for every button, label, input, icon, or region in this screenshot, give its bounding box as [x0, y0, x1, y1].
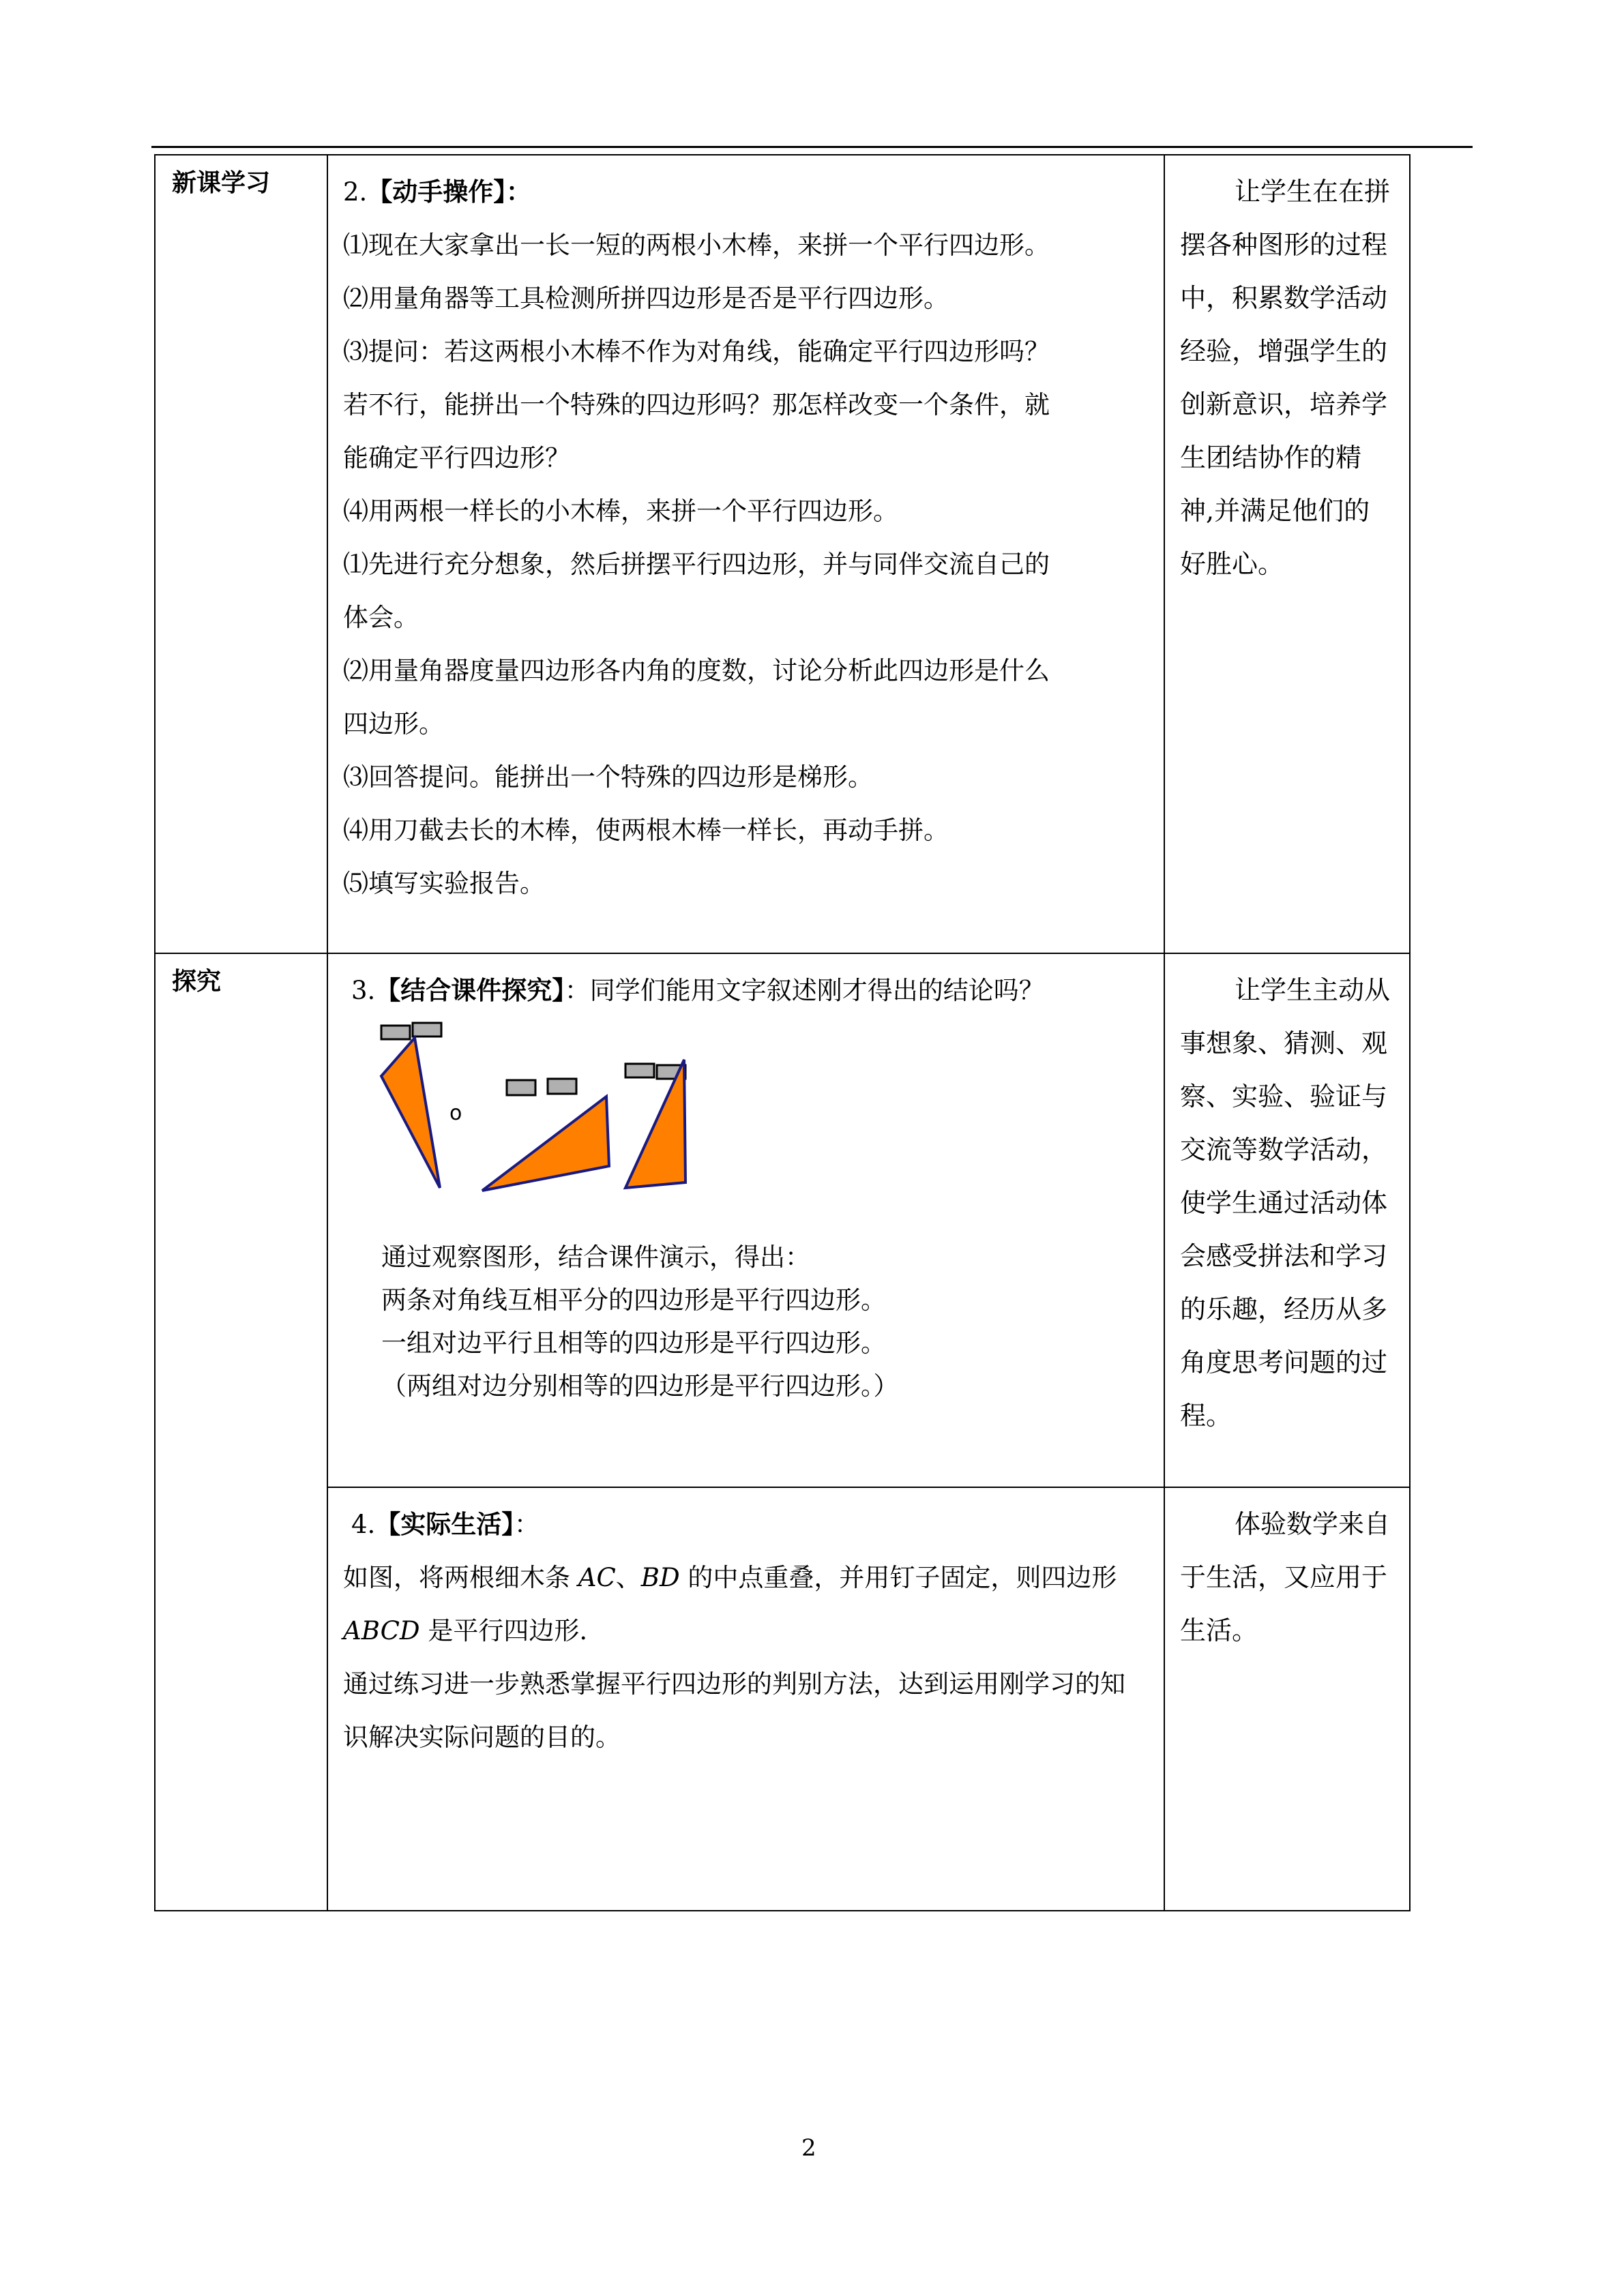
header-rule [151, 146, 1473, 148]
step-line: ⑵用量角器等工具检测所拼四边形是否是平行四边形。 [343, 284, 949, 313]
page-number: 2 [801, 2134, 816, 2162]
section-heading: 3.【结合课件探究】：同学们能用文字叙述刚才得出的结论吗？ [351, 975, 1044, 1005]
content-cell [327, 155, 1164, 953]
conclusion-line: （两组对边分别相等的四边形是平行四边形。） [381, 1371, 899, 1401]
center-point-label: o [449, 1101, 462, 1125]
stick-icon [413, 1023, 441, 1037]
stick-icon [548, 1079, 576, 1094]
note-cell [1164, 953, 1410, 1487]
section-heading: 4.【实际生活】： [351, 1509, 540, 1539]
practice-text: 通过练习进一步熟悉掌握平行四边形的判别方法，达到运用刚学习的知识解决实际问题的目的。 [343, 1669, 1125, 1752]
triangle-figure [328, 1017, 1164, 1236]
step-line: ⑶回答提问。能拼出一个特殊的四边形是梯形。 [343, 762, 873, 792]
step-line: ⑴先进行充分想象，然后拼摆平行四边形，并与同伴交流自己的 [343, 550, 1050, 579]
section-heading: 2.【动手操作】： [343, 177, 531, 207]
note-cell [1164, 1487, 1410, 1911]
triangle-shape [482, 1097, 609, 1191]
step-line: ⑵用量角器度量四边形各内角的度数，讨论分析此四边形是什么 [343, 656, 1050, 685]
note-cell [1164, 155, 1410, 953]
lesson-table [154, 154, 1411, 1911]
step-line: ⑷用刀截去长的木棒，使两根木棒一样长，再动手拼。 [343, 816, 949, 845]
conclusion-line: 一组对边平行且相等的四边形是平行四边形。 [381, 1328, 886, 1358]
step-line: ⑴现在大家拿出一长一短的两根小木棒，来拼一个平行四边形。 [343, 230, 1050, 260]
design-note: 让学生在在拼摆各种图形的过程中，积累数学活动经验，增强学生的创新意识，培养学生团结协作的精神,并满足他们的好胜心。 [1180, 177, 1391, 579]
stage-cell [155, 953, 327, 1911]
step-line: 四边形。 [343, 709, 444, 739]
table-row [155, 953, 1410, 1487]
stick-icon [625, 1064, 654, 1077]
design-note: 让学生主动从事想象、猜测、观察、实验、验证与交流等数学活动，使学生通过活动体会感受拼法和学习的乐趣，经历从多角度思考问题的过程。 [1180, 975, 1391, 1431]
triangle-shape [381, 1038, 440, 1188]
step-line: 能确定平行四边形？ [343, 443, 570, 473]
conclusion-line: 通过观察图形，结合课件演示，得出： [381, 1242, 810, 1272]
step-line: ⑸填写实验报告。 [343, 869, 545, 898]
conclusion-block [328, 1236, 1164, 1407]
content-cell [327, 1487, 1164, 1911]
triangle-diagram [328, 1017, 710, 1222]
table-row [155, 1487, 1410, 1911]
content-cell [327, 953, 1164, 1487]
step-line: ⑶提问：若这两根小木棒不作为对角线，能确定平行四边形吗？ [343, 337, 1050, 366]
stage-cell [155, 155, 327, 953]
design-note: 体验数学来自于生活，又应用于生活。 [1180, 1509, 1391, 1645]
step-line: 若不行，能拼出一个特殊的四边形吗？那怎样改变一个条件，就 [343, 390, 1050, 419]
table-row [155, 155, 1410, 953]
conclusion-line: 两条对角线互相平分的四边形是平行四边形。 [381, 1285, 886, 1315]
stick-icon [507, 1080, 535, 1095]
step-line: ⑷用两根一样长的小木棒，来拼一个平行四边形。 [343, 496, 898, 526]
step-line: 体会。 [343, 603, 419, 632]
stick-icon [381, 1026, 410, 1039]
stage-label: 新课学习 [172, 168, 271, 197]
triangle-shape [625, 1060, 685, 1188]
stage-label: 探究 [172, 967, 222, 996]
example-text: 如图，将两根细木条 AC、BD 的中点重叠，并用钉子固定，则四边形 ABCD 是平行四边形. [343, 1563, 1117, 1645]
